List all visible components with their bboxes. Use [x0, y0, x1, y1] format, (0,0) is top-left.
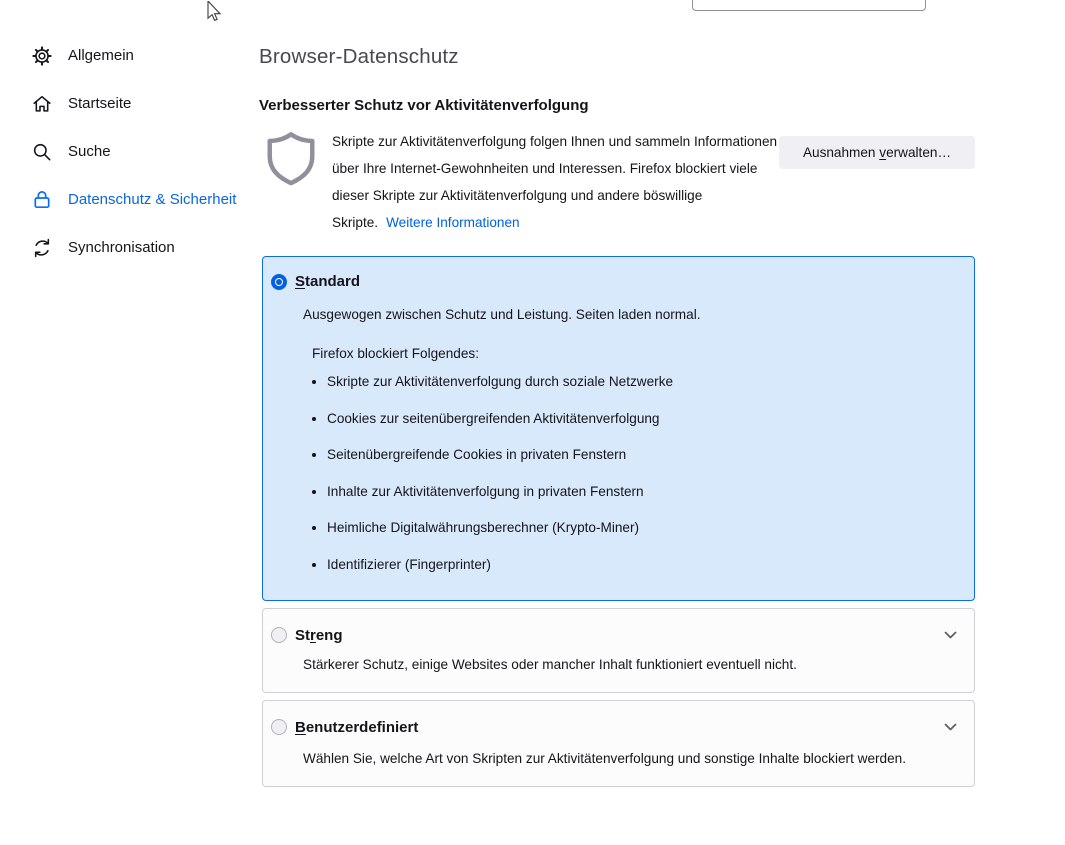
- option-card-streng[interactable]: [262, 608, 975, 693]
- sidebar-item-datenschutz-sicherheit[interactable]: [30, 176, 245, 224]
- option-card-standard[interactable]: [262, 256, 975, 601]
- streng-description: Stärkerer Schutz, einige Websites oder mancher Inhalt funktioniert eventuell nicht.: [303, 656, 797, 672]
- tracking-protection-intro: [259, 128, 975, 236]
- benutzerdefiniert-label[interactable]: Benutzerdefiniert: [295, 718, 419, 736]
- shield-icon: [262, 130, 320, 188]
- sidebar-item-allgemein[interactable]: [30, 32, 245, 80]
- privacy-content: [259, 0, 975, 787]
- blocked-item: • Heimliche Digitalwährungsberechner (Krypto-Miner): [327, 520, 958, 535]
- sync-icon: [30, 236, 54, 260]
- streng-radio[interactable]: [271, 627, 287, 643]
- intro-paragraph: Skripte zur Aktivitätenverfolgung folgen Ihnen und sammeln Informationen über Ihre Internet-Gewohnheiten und Interessen. Firefox blockiert viele dieser Skripte zur Aktivitätenverfolgung und andere böswillige Skripte. Weitere Informationen: [332, 134, 778, 230]
- blocks-heading: Firefox blockiert Folgendes:: [312, 346, 479, 361]
- sidebar-item-suche[interactable]: [30, 128, 245, 176]
- gear-icon: [30, 44, 54, 68]
- blocked-item: • Seitenübergreifende Cookies in privaten Fenstern: [327, 447, 958, 462]
- chevron-down-icon[interactable]: [944, 631, 957, 640]
- sidebar-item-label: Datenschutz & Sicherheit: [68, 191, 237, 208]
- blocked-item: • Inhalte zur Aktivitätenverfolgung in privaten Fenstern: [327, 484, 958, 499]
- search-icon: [30, 140, 54, 164]
- blocked-items-list: [312, 374, 958, 572]
- sidebar-item-synchronisation[interactable]: [30, 224, 245, 272]
- sidebar-item-label: Allgemein: [68, 47, 134, 64]
- tracking-protection-heading: Verbesserter Schutz vor Aktivitätenverfolgung: [259, 97, 589, 114]
- standard-radio[interactable]: [271, 274, 287, 290]
- blocked-item: • Cookies zur seitenübergreifenden Aktivitätenverfolgung: [327, 411, 958, 426]
- option-card-benutzerdefiniert[interactable]: [262, 700, 975, 787]
- page-title: Browser-Datenschutz: [259, 45, 459, 68]
- settings-sidebar: [30, 32, 245, 272]
- sidebar-item-startseite[interactable]: [30, 80, 245, 128]
- learn-more-link[interactable]: Weitere Informationen: [386, 215, 520, 230]
- standard-description: Ausgewogen zwischen Schutz und Leistung. Seiten laden normal.: [303, 307, 701, 322]
- streng-radio-row: [271, 627, 958, 644]
- standard-radio-row: [271, 273, 958, 290]
- mouse-cursor: [207, 1, 223, 25]
- chevron-down-icon[interactable]: [944, 723, 957, 732]
- home-icon: [30, 92, 54, 116]
- benutzerdefiniert-radio-row: [271, 719, 958, 736]
- streng-label[interactable]: Streng: [295, 626, 343, 644]
- benutzerdefiniert-description: Wählen Sie, welche Art von Skripten zur Aktivitätenverfolgung und sonstige Inhalte blockiert werden.: [303, 750, 906, 766]
- lock-icon: [30, 188, 54, 212]
- standard-label[interactable]: Standard: [295, 273, 361, 290]
- sidebar-item-label: Synchronisation: [68, 239, 175, 256]
- blocked-item: • Identifizierer (Fingerprinter): [327, 557, 958, 572]
- blocked-item: • Skripte zur Aktivitätenverfolgung durch soziale Netzwerke: [327, 374, 958, 389]
- sidebar-item-label: Startseite: [68, 95, 132, 112]
- sidebar-item-label: Suche: [68, 143, 111, 160]
- manage-exceptions-button[interactable]: Ausnahmen verwalten…: [779, 136, 975, 169]
- benutzerdefiniert-radio[interactable]: [271, 719, 287, 735]
